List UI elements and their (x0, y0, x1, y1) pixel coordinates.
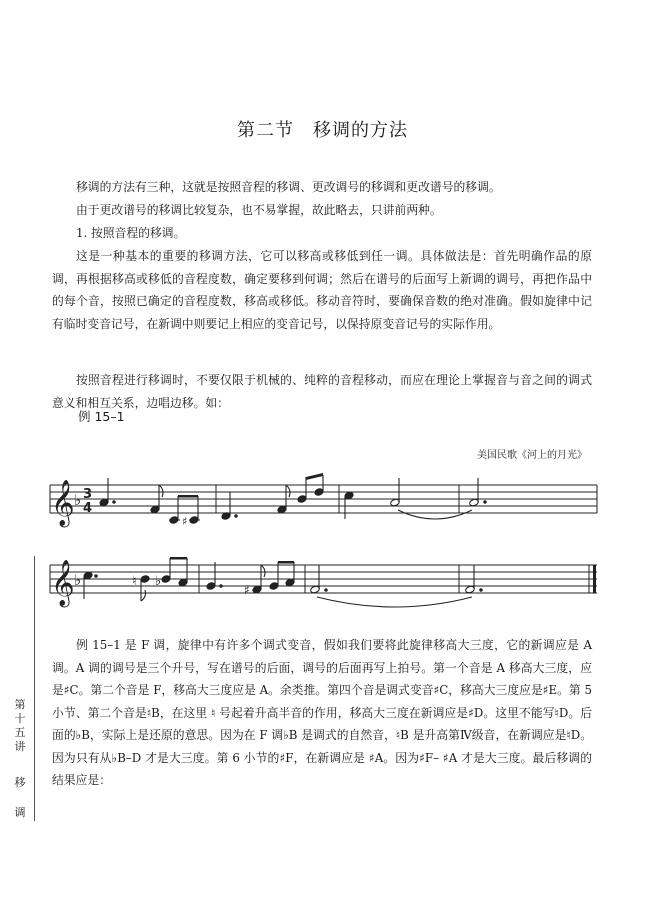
paragraph-method: 这是一种基本的重要的移调方法，它可以移高或移低到任一调。具体做法是：首先明确作品的原调，再根据移高或移低的音程度数，确定要移到何调；然后在谱号的后面写上新调的调号，再把作品中的每个音，按照已确定的音程度数，移高或移低。移动音符时，要确保音数的绝对准确。假如旋律中记有临时变音记号，在新调中则要记上相应的变音记号，以保持原变音记号的实际作用。 (52, 249, 592, 331)
margin-rule (34, 556, 35, 821)
flat-key-signature: ♭ (74, 571, 82, 589)
treble-clef-icon: 𝄞 (51, 480, 75, 526)
paragraph-intro: 移调的方法有三种，这就是按照音程的移调、更改调号的移调和更改谱号的移调。 (76, 180, 501, 194)
time-signature-bottom: 4 (83, 501, 93, 516)
paragraph-instruction: 按照音程进行移调时，不要仅限于机械的、纯粹的音程移动，而应在理论上掌握音与音之间的调式意义和相互关系，边唱边移。如： (52, 373, 592, 410)
time-signature-top: 3 (83, 487, 93, 502)
svg-text:♯: ♯ (244, 583, 250, 597)
example-label: 例 15–1 (78, 409, 125, 424)
paragraph-heading: 1. 按照音程的移调。 (76, 226, 186, 240)
svg-text:♭: ♭ (155, 574, 162, 589)
paragraph-scope: 由于更改谱号的移调比较复杂，也不易掌握，故此略去，只讲前两种。 (76, 203, 442, 217)
final-barline-thick (593, 565, 596, 593)
svg-text:♯: ♯ (182, 515, 188, 528)
page-title: 第二节 移调的方法 (237, 120, 408, 141)
flat-key-signature: ♭ (74, 491, 82, 509)
margin-topic: 移调 (14, 776, 26, 819)
margin-chapter: 第十五讲 (14, 698, 26, 753)
treble-clef-icon: 𝄞 (51, 560, 75, 606)
paragraph-explanation: 例 15–1 是 F 调，旋律中有许多个调式变音，假如我们要将此旋律移高大三度，它的新调应是 A 调。A 调的调号是三个升号，写在谱号的后面，调号的后面再写上拍号。第一个音是 A 移高大三度，应是♯C。第二个音是 F，移高大三度应是 A。余类推。第四个音是调式变音♯C，移高大三度应是♯E。第 5 小节、第二个音是♮B，在这里 ♮ 号起着升高半音的作用，移高大三度在新调应是♯D。这里不能写♮D。后面的♭B，实际上是还原的意思。因为在 F 调♭B 是调式的自然音，♮B 是升高第Ⅳ级音，在新调应是♮D。因为只有从♭B–D 才是大三度。第 6 小节的♯F，在新调应是 ♯A。因为♯F– ♯A 才是大三度。最后移调的结果应是： (52, 638, 592, 787)
svg-text:♮: ♮ (132, 574, 137, 589)
tie (317, 597, 472, 607)
source-credit: 美国民歌《河上的月光》 (477, 450, 587, 461)
tie (398, 510, 472, 519)
